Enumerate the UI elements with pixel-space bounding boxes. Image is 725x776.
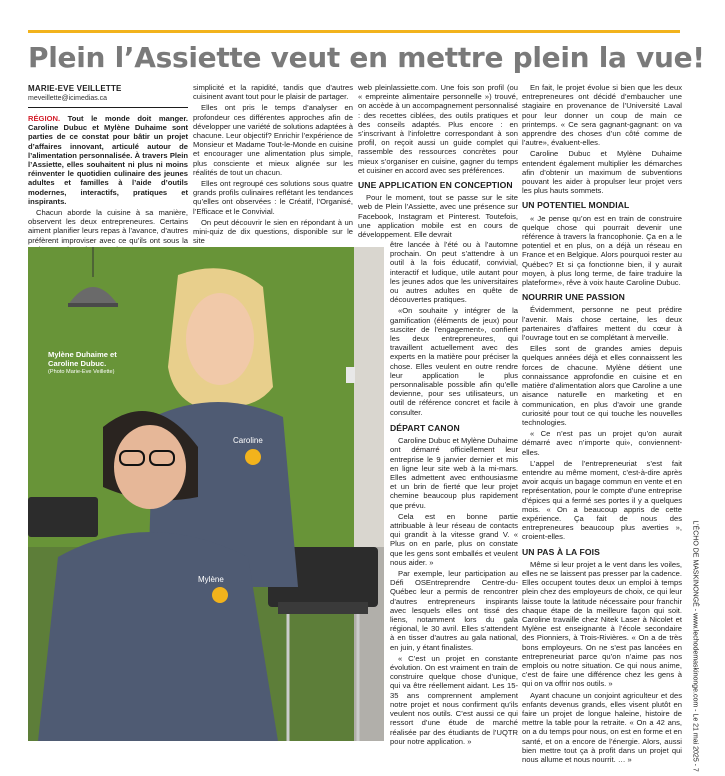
- paragraph: Chacun aborde la cuisine à sa manière, observent les deux entrepreneures. Certains aiment planifier leurs repas à l’avance, d’autres préfèrent improviser avec ce qu’ils ont sous la: [28, 208, 188, 245]
- subheading: UN PAS À LA FOIS: [522, 546, 600, 557]
- paragraph: Caroline Dubuc et Mylène Duhaime ont démarré officiellement leur entreprise le 9 janvier dernier et mis en ligne leur site web à la mi-mars. Elles admettent avec enthousiasme et un brin de fierté que leur projet chemine beaucoup plus rapidement que prévu.: [390, 436, 518, 510]
- sweater-label-caroline: Caroline: [233, 436, 263, 445]
- paragraph: L’appel de l’entrepreneuriat s’est fait entendre au même moment, c’est-à-dire après avoir acquis un bagage commun en vente et en représentation, pour le compte d’une entreprise d’épices qui a fermé ses portes il y a quelques mois. « On a beaucoup appris de cette expérience. Ça fait de nous des entrepreneures beaucoup plus averties », croient-elles.: [522, 458, 682, 542]
- column-3-middle: [390, 240, 518, 419]
- column-4: [522, 83, 682, 766]
- lamp-rim: [68, 303, 118, 307]
- lead-paragraph: [28, 114, 188, 206]
- paragraph: Ayant chacune un conjoint agriculteur et des enfants devenus grands, elles visent plutôt en faire un projet de longue haleine, histoire de mettre la table pour la retraite. « On a 42 ans, on a du temps pour nous, on est en forme et en santé, et on a encore de l’énergie. Alors, aussi bien mettre tout ça à profit dans un projet qui nous allume et nous nourrit. … »: [522, 690, 682, 765]
- caption-text: Mylène Duhaime et Caroline Dubuc.: [48, 350, 117, 368]
- paragraph: En fait, le projet évolue si bien que les deux entrepreneures ont décidé d’embaucher une stagiaire en provenance de l’Université Laval pour leur donner un coup de main ce printemps. « Ce sera gagnant-gagnant: on va apprendre des choses d’un côté comme de l’autre», évaluent-elles.: [522, 83, 682, 148]
- publication-line: L’ÉCHO DE MASKINONGÉ - www.lechodemaskinonge.com - Le 21 mai 2025 - 7: [691, 520, 699, 772]
- paragraph: « Ce n’est pas un projet qu’on aurait démarré avec n’importe qui», conviennent-elles.: [522, 429, 682, 457]
- author-name: MARIE-EVE VEILLETTE: [28, 84, 122, 93]
- dateline: RÉGION.: [28, 114, 61, 123]
- paragraph: On peut découvrir le sien en répondant à un mini-quiz de dix questions, disponible sur le site: [193, 217, 353, 246]
- subheading: NOURRIR UNE PASSION: [522, 292, 625, 303]
- subheading: UN POTENTIEL MONDIAL: [522, 200, 630, 211]
- left-chair: [28, 497, 98, 537]
- author-rule: [28, 107, 188, 108]
- paragraph: Caroline Dubuc et Mylène Duhaime entendent également multiplier les démarches afin d’obtenir un maximum de subventions pouvant les aider à propulser leur projet vers les plus hauts sommets.: [522, 149, 682, 196]
- paragraph: « C’est un projet en constante évolution. On est vraiment en train de construire quelque chose d’unique, qui va être réellement aidant. Les 15-35 ans comprennent amplement notre projet et nous confirment qu’ils veulent nos outils. C’est aussi ce qui ressort d’une étude de marché réalisée par des étudiants de l’UQTR pour notre application. »: [390, 653, 518, 746]
- page-footer-vertical: [690, 520, 700, 772]
- paragraph: web pleinlassiette.com. Une fois son profil (ou « empreinte alimentaire personnelle ») trouvé, on accède à un accompagnement personnalisé : des recettes ciblées, des outils pratiques et des conseils adaptés. Plus encore : en s’inscrivant à l’infolettre correspondant à son profil, on reçoit aussi un guide complet qui rassemble des ressources concrètes pour mieux s’organiser en cuisine, gagner du temps et cuisiner en accord avec ses préférences.: [358, 83, 518, 175]
- mylene-sweater: [38, 532, 278, 741]
- article-photo: [28, 247, 384, 741]
- column-3-bottom: [390, 424, 518, 748]
- photo-illustration: [28, 247, 384, 741]
- photo-credit: (Photo Marie-Eve Veillette): [48, 369, 115, 375]
- article-title: Plein l’Assiette veut en mettre plein la vue!: [28, 41, 705, 74]
- paragraph: Elles ont regroupé ces solutions sous quatre grands profils culinaires reflétant les tendances qu’elles ont observées : le Créatif, l’Organisé, l’Efficace et le Convivial.: [193, 179, 353, 216]
- paragraph: Elles sont de grandes amies depuis quelques années déjà et elles connaissent les forces de chacune. Mylène détient une connaissance approfondie en cuisine et en matière d’alimentation alors que Caroline a une aisance naturelle en marketing et en communication, en plus d’avoir une grande curiosité pour tout ce qui touche les nouvelles technologies.: [522, 344, 682, 427]
- lead-text: Tout le monde doit manger. Caroline Dubuc et Mylène Duhaime sont parties de ce constat pour bâtir un projet d’affaires innovant, articulé autour de l’alimentation personnalisée. À travers Plein l’Assiette, elles souhaitent ni plus ni moins réinventer le quotidien culinaire des jeunes adultes et familles à l’aide d’outils modernes, interactifs, pratiques et inspirants.: [28, 114, 188, 206]
- paragraph: Évidemment, personne ne peut prédire l’avenir. Mais chose certaine, les deux partenaires d’affaires mettent du cœur à l’ouvrage tout en se complétant à merveille.: [522, 305, 682, 343]
- column-3-top: [358, 83, 518, 241]
- light-switch: [346, 367, 355, 383]
- paragraph: Elles ont pris le temps d’analyser en profondeur ces différentes approches afin de développer une variété de solutions adaptées à chacune. Leur objectif? Enrichir l’expérience de Monsieur et Madame Tout-le-Monde en cuisine et encourager une alimentation plus simple, plus consciente et mieux alignée sur les réalités de tout un chacun.: [193, 103, 353, 177]
- author-email[interactable]: meveillette@icimedias.ca: [28, 95, 108, 102]
- logo-patch: [245, 449, 261, 465]
- logo-patch: [212, 587, 228, 603]
- caroline-face: [186, 293, 254, 385]
- table: [278, 602, 368, 614]
- paragraph: Cela est en bonne partie attribuable à leur réseau de contacts qui grandit à la vitesse grand V. « Plus on en parle, plus on constate que les gens sont emballés et veulent nous aider. »: [390, 511, 518, 567]
- column-1: [28, 114, 188, 256]
- column-2: [193, 83, 353, 247]
- photo-caption: [48, 350, 130, 377]
- mylene-face: [114, 425, 186, 509]
- top-accent-rule: [28, 30, 680, 33]
- sweater-label-mylene: Mylène: [198, 575, 224, 584]
- paragraph: Pour le moment, tout se passe sur le site web de Plein l’Assiette, avec une présence sur Facebook, Instagram et Pinterest. Toutefois, une application mobile est en cours de développement. Elle devrait: [358, 193, 518, 240]
- paragraph: simplicité et la rapidité, tandis que d’autres cuisinent avant tout pour le plaisir de partager.: [193, 83, 353, 102]
- paragraph: « Je pense qu’on est en train de construire quelque chose qui pourrait devenir une référence à travers la francophonie. Ça en a le potentiel et en plus, on a déjà un réseau en France et en Belgique. Alors pourquoi rester au Québec? Et si ça fonctionne bien, il y aurait moyen, à plus long terme, de faire traduire la plateforme», rêve à voix haute Caroline Dubuc.: [522, 213, 682, 288]
- paragraph: Par exemple, leur participation au Défi OSEntreprendre Centre-du-Québec leur a permis de rencontrer d’autres entrepreneurs inspirants avec lesquels elles ont tissé des liens, notamment lors du gala régional, le 30 avril. Elles s’attendent à en tisser d’autres au gala national, en juin, y étant finalistes.: [390, 569, 518, 652]
- paragraph: «On souhaite y intégrer de la gamification (éléments de jeux) pour susciter de l’engagement», confient les deux entrepreneures, qui travaillent actuellement avec des experts en la matière pour préciser la chose. Elles veulent en outre rendre leur application le plus personnalisable possible afin qu’elle devienne, pour ses utilisateurs, un outil de référence concret et facile à consulter.: [390, 306, 518, 417]
- subheading: DÉPART CANON: [390, 423, 460, 433]
- paragraph: être lancée à l’été ou à l’automne prochain. On peut s’attendre à un outil à la fois éducatif, convivial, interactif et ludique, utile autant pour les jeunes ados que les universitaires ou autres adultes en quête de découvertes pratiques.: [390, 240, 518, 305]
- paragraph: Même si leur projet a le vent dans les voiles, elles ne se laissent pas presser par la cadence. Elles occupent toutes deux un emploi à temps plein chez des employeurs de choix, ce qui leur laisse toute la latitude nécessaire pour franchir chaque étape de la meilleure façon qui soit. Caroline travaille chez Nitek Laser à Nicolet et Mylène est enseignante à l’école secondaire des Pionniers, à Trois-Rivières. « On a de très bons employeurs. On ne s’est pas lancées en entrepreneuriat parce qu’on n’aime pas nos emplois ou notre situation. Ce qui nous anime, c’est de faire une différence chez les gens à qui on va offrir nos outils. »: [522, 559, 682, 689]
- subheading: UNE APPLICATION EN CONCEPTION: [358, 180, 513, 191]
